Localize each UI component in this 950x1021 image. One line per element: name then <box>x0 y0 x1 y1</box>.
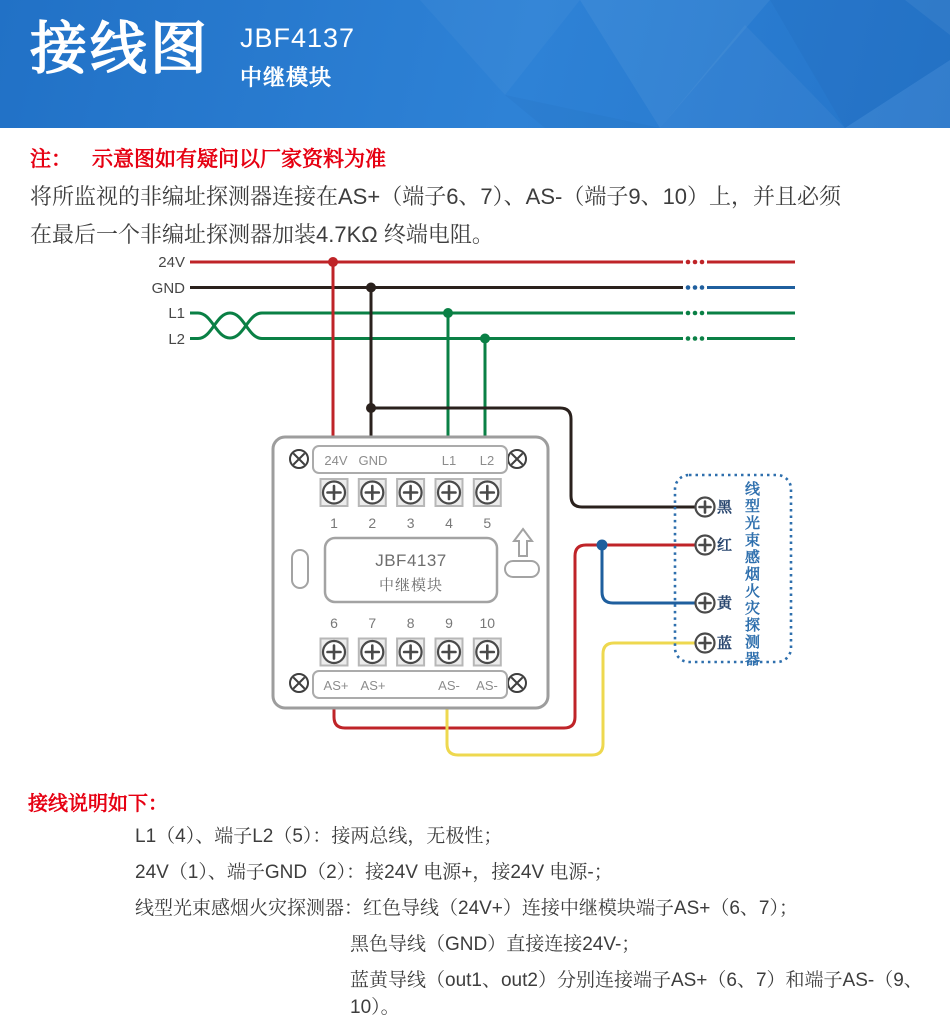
bus-label-gnd: GND <box>151 280 185 297</box>
junction-dot-gnd <box>366 283 376 293</box>
terminal-number-5: 5 <box>483 515 492 531</box>
terminal-number-7: 7 <box>368 615 377 631</box>
terminal-number-4: 4 <box>445 515 453 531</box>
bus-l2-line <box>190 313 683 339</box>
page-title: 接线图 <box>30 17 210 81</box>
detector-terminal-black: 黑 <box>717 499 733 516</box>
bus-break-dots <box>686 260 705 341</box>
bus-l1-line <box>190 313 683 338</box>
instruction-line-4: 黑色导线（GND）直接连接24V-； <box>350 934 641 955</box>
junction-dot-24v <box>328 257 338 267</box>
module-model-text: JBF4137 <box>375 551 447 570</box>
instructions-title: 接线说明如下： <box>28 793 168 815</box>
instruction-line-2: 24V（1）、端子GND（2）：接24V 电源+，接24V 电源-； <box>135 862 613 883</box>
instruction-line-3: 线型光束感烟火灾探测器：红色导线（24V+）连接中继模块端子AS+（6、7）； <box>135 898 798 919</box>
wiring-diagram <box>0 245 950 790</box>
bus-label-24v: 24V <box>158 254 185 271</box>
page-header <box>0 0 950 128</box>
detector-terminal-yellow: 黄 <box>717 595 733 612</box>
module-name-text: 中继模块 <box>378 577 444 594</box>
instruction-line-5: 蓝黄导线（out1、out2）分别连接端子AS+（6、7）和端子AS-（9、10）。 <box>350 970 923 1018</box>
terminal-label-l1: L1 <box>441 453 457 468</box>
wire-blue-to-detector <box>602 545 695 603</box>
terminal-label-as-plus-2: AS+ <box>360 678 386 693</box>
junction-dot-l1 <box>443 308 453 318</box>
terminal-number-9: 9 <box>445 615 453 631</box>
junction-dot-blue-tap <box>597 540 608 551</box>
right-slot <box>505 561 539 577</box>
note-label: 注： <box>30 148 72 171</box>
product-name: 中继模块 <box>240 65 333 90</box>
terminal-number-1: 1 <box>330 515 338 531</box>
relay-module <box>273 437 548 708</box>
bus-label-l2: L2 <box>168 331 185 348</box>
terminal-number-3: 3 <box>406 515 415 531</box>
header-subtitle <box>240 23 355 92</box>
detector-terminal-blue: 蓝 <box>717 635 733 652</box>
junction-dot-l2 <box>480 334 490 344</box>
note-text: 示意图如有疑问以厂家资料为准 <box>92 148 386 171</box>
product-model: JBF4137 <box>240 23 356 53</box>
note-line <box>30 143 386 173</box>
description-line-1: 将所监视的非编址探测器连接在AS+（端子6、7）、AS-（端子9、10）上，并且必须 <box>30 184 842 209</box>
detector-name: 线型光束感烟火灾探测器 <box>743 481 760 668</box>
terminal-label-as-minus-2: AS- <box>476 678 498 693</box>
terminal-number-6: 6 <box>330 615 338 631</box>
bottom-terminal-screws <box>321 639 501 666</box>
junction-dot-gnd-branch <box>366 403 376 413</box>
bus-label-l1: L1 <box>168 305 185 322</box>
terminal-number-8: 8 <box>406 615 415 631</box>
top-terminal-screws <box>321 479 501 506</box>
terminal-label-as-plus-1: AS+ <box>323 678 349 693</box>
terminal-label-as-minus-1: AS- <box>438 678 460 693</box>
terminal-label-gnd: GND <box>358 453 388 468</box>
detector-dotted-box <box>675 475 791 662</box>
terminal-number-10: 10 <box>479 615 496 631</box>
detector-terminal-screws <box>696 498 715 653</box>
description-line-2: 在最后一个非编址探测器加装4.7KΩ 终端电阻。 <box>30 222 494 247</box>
beam-detector <box>675 475 791 662</box>
terminal-label-24v: 24V <box>324 453 348 468</box>
detector-terminal-red: 红 <box>717 537 733 554</box>
terminal-number-2: 2 <box>368 515 377 531</box>
left-slot <box>292 550 308 588</box>
instruction-line-1: L1（4）、端子L2（5）：接两总线，无极性； <box>135 826 503 847</box>
terminal-label-l2: L2 <box>479 453 495 468</box>
